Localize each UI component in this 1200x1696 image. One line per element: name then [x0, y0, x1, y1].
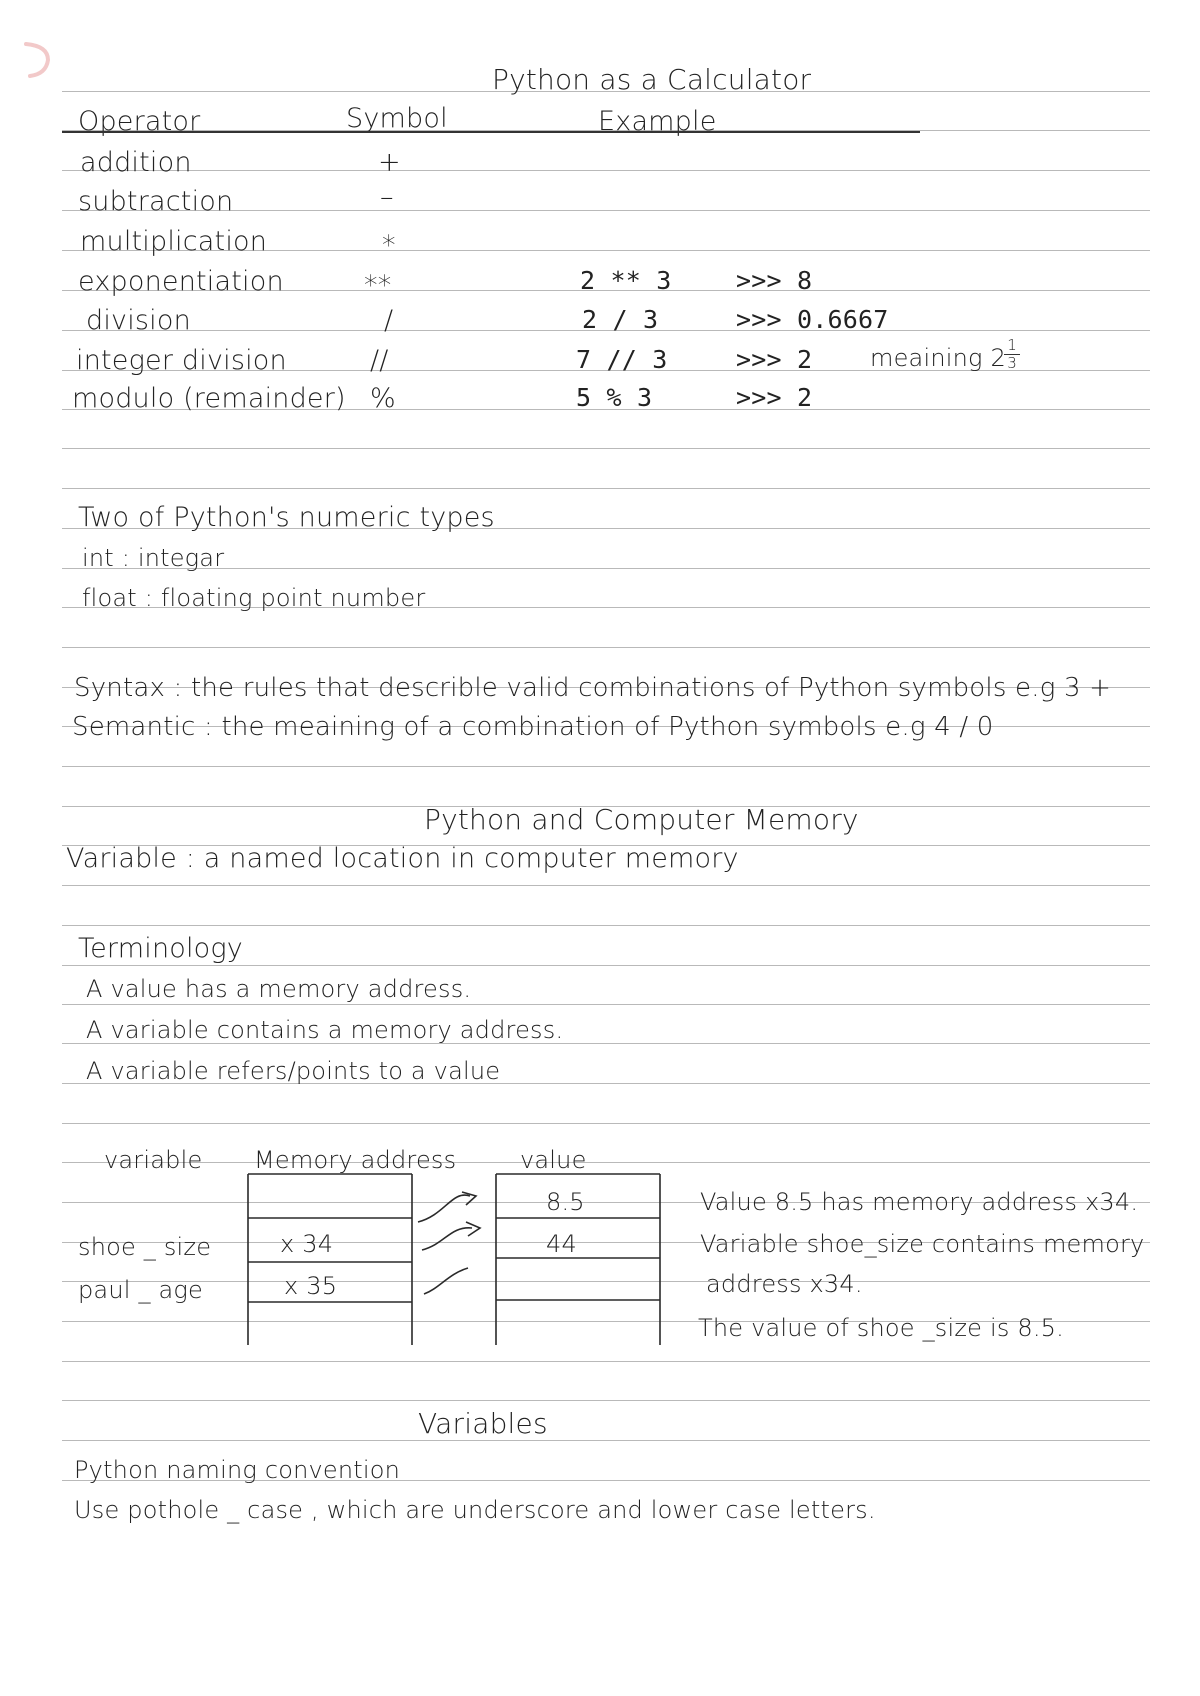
naming-convention-rule: Use pothole _ case , which are underscore and lower case letters.: [74, 1496, 876, 1524]
memory-note: address x34.: [706, 1270, 863, 1298]
table-variable: shoe _ size: [78, 1233, 212, 1261]
fraction-numerator: 1: [1007, 336, 1017, 354]
table-value: 8.5: [546, 1188, 585, 1216]
memory-note: Value 8.5 has memory address x34.: [700, 1188, 1139, 1216]
variable-definition: Variable : a named location in computer memory: [66, 843, 739, 874]
memory-note: Variable shoe_size contains memory: [700, 1230, 1145, 1258]
operator-label: exponentiation: [78, 266, 284, 297]
fraction-denominator: 3: [1007, 354, 1017, 372]
example-expression: 7 // 3: [576, 345, 668, 374]
example-result: >>> 2: [736, 383, 813, 412]
example-expression: 2 / 3: [582, 305, 659, 334]
terminology-item: A variable contains a memory address.: [86, 1016, 564, 1044]
syntax-definition: Syntax : the rules that describle valid combinations of Python symbols e.g 3 +: [74, 673, 1112, 703]
example-result: >>> 8: [736, 266, 813, 295]
numeric-type-item: float : floating point number: [82, 584, 426, 612]
operator-label: subtraction: [78, 186, 234, 217]
example-result: >>> 2: [736, 345, 813, 374]
pointer-arrow: [418, 1195, 470, 1222]
table-header-address: Memory address: [254, 1146, 457, 1174]
operator-symbol: +: [378, 147, 401, 178]
operator-symbol: //: [370, 345, 389, 376]
example-expression: 5 % 3: [576, 383, 653, 412]
operator-symbol: *: [382, 230, 396, 261]
operator-label: modulo (remainder): [72, 383, 346, 414]
semantic-definition: Semantic : the meaining of a combination of Python symbols e.g 4 / 0: [72, 712, 994, 742]
example-result: >>> 0.6667: [736, 305, 889, 334]
terminology-item: A variable refers/points to a value: [86, 1057, 501, 1085]
header-operator: Operator: [78, 106, 201, 137]
example-expression: 2 ** 3: [580, 266, 672, 295]
memory-title: Python and Computer Memory: [424, 803, 859, 836]
operator-symbol: /: [384, 305, 394, 336]
numeric-types-heading: Two of Python's numeric types: [78, 502, 495, 533]
numeric-type-item: int : integar: [82, 544, 225, 572]
operator-symbol: %: [370, 383, 396, 414]
memory-note: The value of shoe _size is 8.5.: [698, 1314, 1064, 1342]
terminology-item: A value has a memory address.: [86, 975, 472, 1003]
table-address: x 35: [284, 1272, 338, 1300]
operator-symbol: **: [364, 270, 392, 301]
operator-label: integer division: [76, 345, 287, 376]
table-header-value: value: [520, 1146, 587, 1174]
naming-convention-heading: Python naming convention: [74, 1456, 401, 1484]
table-value: 44: [546, 1230, 577, 1258]
operator-symbol: –: [380, 182, 394, 213]
operator-label: addition: [80, 147, 192, 178]
table-variable: paul _ age: [78, 1276, 203, 1304]
example-note: meaining 2: [870, 344, 1006, 372]
operator-label: division: [86, 305, 191, 336]
table-header-variable: variable: [104, 1146, 203, 1174]
calculator-title: Python as a Calculator: [492, 63, 812, 96]
table-address: x 34: [280, 1230, 334, 1258]
header-example: Example: [598, 106, 717, 137]
header-symbol: Symbol: [346, 103, 448, 134]
terminology-heading: Terminology: [78, 933, 243, 964]
operator-label: multiplication: [80, 226, 268, 257]
pointer-arrow: [422, 1228, 472, 1250]
variables-title: Variables: [418, 1407, 548, 1440]
